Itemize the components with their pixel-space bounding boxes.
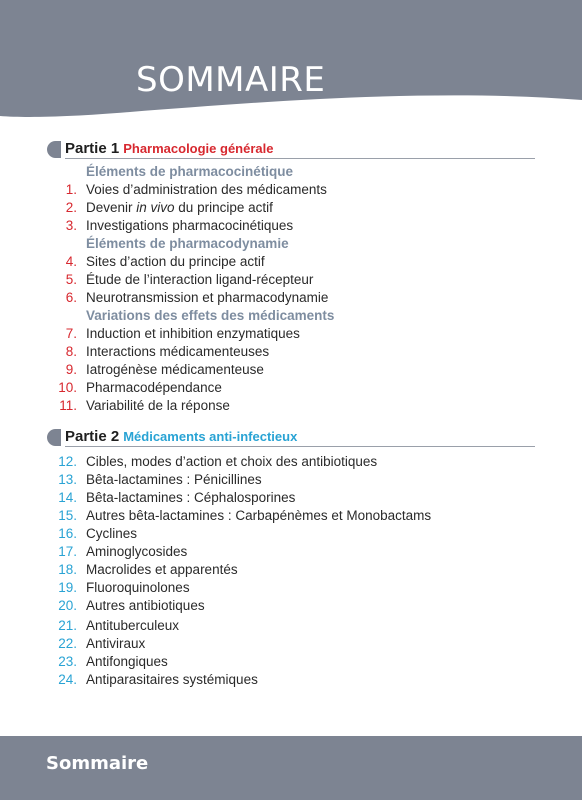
toc-entry-6[interactable] bbox=[0, 289, 582, 307]
toc-number: 22. bbox=[58, 636, 77, 651]
toc-entry-5[interactable] bbox=[0, 271, 582, 289]
toc-entry-9[interactable] bbox=[0, 361, 582, 379]
toc-number: 24. bbox=[58, 672, 77, 687]
toc-title: Antiparasitaires systémiques bbox=[86, 672, 258, 687]
toc-title: Macrolides et apparentés bbox=[86, 562, 238, 577]
toc-title: Cyclines bbox=[86, 526, 138, 541]
part1-heading bbox=[47, 140, 535, 160]
toc-number: 1. bbox=[65, 182, 77, 197]
toc-entry-21[interactable] bbox=[0, 617, 582, 635]
toc-entry-4[interactable] bbox=[0, 253, 582, 271]
toc-title: Interactions médicamenteuses bbox=[86, 344, 270, 359]
toc-number: 12. bbox=[58, 454, 77, 469]
toc-number: 15. bbox=[58, 508, 77, 523]
toc-title: Iatrogénèse médicamenteuse bbox=[86, 362, 264, 377]
part1-rule bbox=[65, 158, 535, 159]
toc-number: 16. bbox=[58, 526, 77, 541]
toc-entry-1[interactable] bbox=[0, 181, 582, 199]
toc-entry-10[interactable] bbox=[0, 379, 582, 397]
toc-number: 14. bbox=[58, 490, 77, 505]
part1-name: Pharmacologie générale bbox=[123, 141, 274, 156]
toc-entry-2[interactable] bbox=[0, 199, 582, 217]
toc-title: Autres antibiotiques bbox=[86, 598, 205, 613]
toc-entry-15[interactable] bbox=[0, 507, 582, 525]
toc-title: Investigations pharmacocinétiques bbox=[86, 218, 294, 233]
toc-title: Induction et inhibition enzymatiques bbox=[86, 326, 300, 341]
toc-title: Étude de l’interaction ligand-récepteur bbox=[86, 272, 314, 287]
toc-entry-8[interactable] bbox=[0, 343, 582, 361]
toc-title: Autres bêta-lactamines : Carbapénèmes et Monobactams bbox=[86, 508, 432, 523]
toc-number: 2. bbox=[65, 200, 77, 215]
footer-title: Sommaire bbox=[46, 753, 149, 774]
toc-number: 21. bbox=[58, 618, 77, 633]
part2-rule bbox=[65, 446, 535, 447]
part1-subheading-1: Éléments de pharmacocinétique bbox=[86, 164, 294, 179]
toc-number: 20. bbox=[58, 598, 77, 613]
toc-number: 3. bbox=[65, 218, 77, 233]
toc-title: Antituberculeux bbox=[86, 618, 180, 633]
toc-number: 6. bbox=[65, 290, 77, 305]
toc-number: 17. bbox=[58, 544, 77, 559]
toc-entry-13[interactable] bbox=[0, 471, 582, 489]
part2-tab-shape bbox=[47, 429, 61, 446]
toc-entry-11[interactable] bbox=[0, 397, 582, 415]
part1-subheading-3: Variations des effets des médicaments bbox=[86, 308, 335, 323]
toc-title: Pharmacodépendance bbox=[86, 380, 222, 395]
toc-number: 9. bbox=[65, 362, 77, 377]
toc-entry-16[interactable] bbox=[0, 525, 582, 543]
toc-number: 5. bbox=[65, 272, 77, 287]
part2-heading bbox=[47, 428, 535, 448]
toc-title-italic: in vivo bbox=[136, 200, 175, 215]
toc-title: Fluoroquinolones bbox=[86, 580, 190, 595]
toc-entry-22[interactable] bbox=[0, 635, 582, 653]
toc-entry-14[interactable] bbox=[0, 489, 582, 507]
toc-entry-3[interactable] bbox=[0, 217, 582, 235]
toc-entry-18[interactable] bbox=[0, 561, 582, 579]
toc-entry-17[interactable] bbox=[0, 543, 582, 561]
toc-entry-24[interactable] bbox=[0, 671, 582, 689]
toc-title: Neurotransmission et pharmacodynamie bbox=[86, 290, 329, 305]
toc-title: Variabilité de la réponse bbox=[86, 398, 230, 413]
part2-label: Partie 2 bbox=[65, 428, 120, 445]
toc-title: Bêta-lactamines : Céphalosporines bbox=[86, 490, 296, 505]
toc-number: 7. bbox=[65, 326, 77, 341]
toc-number: 10. bbox=[58, 380, 77, 395]
toc-number: 8. bbox=[65, 344, 77, 359]
toc-number: 11. bbox=[59, 398, 77, 413]
toc-title: Voies d’administration des médicaments bbox=[86, 182, 327, 197]
toc-entry-12[interactable] bbox=[0, 453, 582, 471]
part1-subheading-2: Éléments de pharmacodynamie bbox=[86, 236, 289, 251]
toc-entry-23[interactable] bbox=[0, 653, 582, 671]
toc-entry-7[interactable] bbox=[0, 325, 582, 343]
toc-title-part: Devenir bbox=[86, 200, 137, 215]
toc-title: Cibles, modes d’action et choix des antibiotiques bbox=[86, 454, 378, 469]
toc-title-part: du principe actif bbox=[174, 200, 273, 215]
toc-number: 23. bbox=[58, 654, 77, 669]
part2-name: Médicaments anti-infectieux bbox=[123, 429, 298, 444]
page-title: SOMMAIRE bbox=[136, 60, 326, 100]
toc-entry-19[interactable] bbox=[0, 579, 582, 597]
toc-number: 13. bbox=[58, 472, 77, 487]
part1-label: Partie 1 bbox=[65, 140, 120, 157]
toc-title: Antiviraux bbox=[86, 636, 146, 651]
toc-number: 18. bbox=[58, 562, 77, 577]
toc-title: Bêta-lactamines : Pénicillines bbox=[86, 472, 262, 487]
part1-tab-shape bbox=[47, 141, 61, 158]
toc-entry-20[interactable] bbox=[0, 597, 582, 615]
toc-title: Aminoglycosides bbox=[86, 544, 188, 559]
toc-title: Antifongiques bbox=[86, 654, 168, 669]
toc-title: Sites d’action du principe actif bbox=[86, 254, 265, 269]
toc-number: 19. bbox=[58, 580, 77, 595]
toc-title bbox=[86, 199, 273, 217]
footer-band bbox=[0, 736, 582, 800]
toc-number: 4. bbox=[65, 254, 77, 269]
